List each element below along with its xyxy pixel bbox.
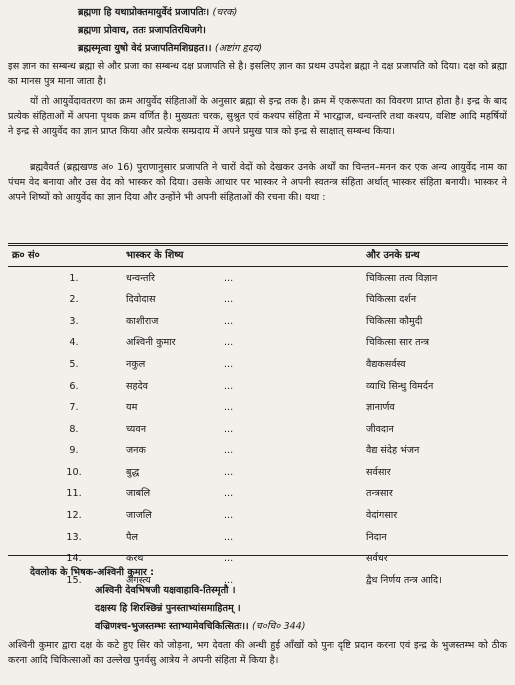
- serial-cell: 3.: [69, 315, 79, 327]
- book-cell: चिकित्सा कौमुदी: [366, 315, 423, 327]
- serial-cell: 15.: [66, 574, 82, 586]
- dots-cell: ...: [224, 423, 234, 435]
- table-row: [8, 463, 508, 485]
- verse-line: [95, 602, 241, 617]
- serial-cell: 1.: [69, 272, 79, 284]
- serial-cell: 7.: [69, 402, 79, 414]
- paragraph-2: यों तो आयुर्वेदावतरण का क्रम आयुर्वेद संहिताओं के अनुसार ब्रह्मा से इन्द्र तक है। क्रम में एकरूपता का विवरण प्राप्त होता है। इन्द्र के बाद प्रत्येक संहिताओं में अपना पृथक क्रम वर्णित है। मुख्यतः चरक, सुश्रुत एवं कश्यप संहिता में भारद्वाज, धन्वन्तरि तथा कश्यप, वशिष्ट आदि महर्षियों ने इन्द्र से आयुर्वेद का ज्ञान प्राप्त किया और प्रत्येक सम्प्रदाय में अपने प्रमुख पात्र को इन्द्र से साक्षात् सम्बन्ध किया।: [8, 96, 507, 137]
- table-row: [8, 484, 508, 506]
- serial-cell: 12.: [66, 510, 82, 522]
- table-header-row: [8, 247, 508, 268]
- table-bottom-rule: [8, 555, 508, 556]
- book-cell: सर्वधर: [366, 553, 388, 565]
- paragraph-3: ब्रह्मवैवर्त (ब्रह्मखण्ड अ० 16) पुराणानुसार प्रजापति ने चारों वेदों को देखकर उनके अर्थों का चिन्तन–मनन कर एक अन्य आयुर्वेद नाम का पंचम वेद बनाया और उस वेद को भास्कर को दिया। उसके आधार पर भास्कर ने अपनी स्वतन्त्र संहिता अर्थात् भास्कर संहिता बनायी। भास्कर ने अपने शिष्यों को आयुर्वेद का ज्ञान दिया और उन्होंने भी अपनी संहिताओं की रचना की। यथा :: [8, 162, 507, 203]
- verse-citation: (चरक): [212, 7, 238, 18]
- disciple-cell: सहदेव: [126, 380, 149, 392]
- header-disciple: भास्कर के शिष्य: [126, 250, 184, 261]
- serial-cell: 5.: [69, 358, 79, 370]
- table-row: [8, 355, 508, 377]
- book-cell: सर्वसार: [366, 466, 391, 478]
- book-cell: चिकित्सा दर्शन: [366, 294, 417, 306]
- table-row: [8, 506, 508, 528]
- dots-cell: ...: [224, 488, 234, 500]
- dots-cell: ...: [224, 466, 234, 478]
- verse-citation: (च०चि० 344): [252, 621, 306, 632]
- serial-cell: 11.: [66, 488, 82, 500]
- serial-cell: 13.: [66, 531, 82, 543]
- dots-cell: ...: [224, 531, 234, 543]
- serial-cell: 4.: [69, 337, 79, 349]
- disciple-cell: यम: [126, 402, 138, 414]
- header-book: और उनके ग्रन्थ: [366, 250, 420, 261]
- section-heading: देवलोक के भिषक-अश्विनी कुमार :: [30, 567, 155, 578]
- book-cell: वैद्यकसर्वस्व: [366, 358, 406, 370]
- book-cell: तन्त्रसार: [366, 488, 393, 500]
- disciple-cell: जाबलि: [126, 488, 151, 500]
- book-cell: चिकित्सा सार तन्त्र: [366, 337, 430, 349]
- disciple-cell: धन्वन्तरि: [126, 272, 155, 284]
- dots-cell: ...: [224, 510, 234, 522]
- verse-line: [95, 584, 236, 599]
- table-row: [8, 311, 508, 333]
- dots-cell: ...: [224, 294, 234, 306]
- table-row: [8, 419, 508, 441]
- serial-cell: 6.: [69, 380, 79, 392]
- book-cell: वेदांगसार: [366, 510, 398, 522]
- dots-cell: ...: [224, 445, 234, 457]
- book-cell: चिकित्सा तत्व विज्ञान: [366, 272, 438, 284]
- book-cell: व्याधि सिन्धु विमर्दन: [366, 380, 434, 392]
- table-row: [8, 268, 508, 290]
- verse-text: दक्षस्य हि शिरश्छिन्नं पुनस्ताभ्यांसमाहितम् ।: [95, 603, 241, 614]
- header-bottom-rule: [8, 266, 508, 267]
- table-top-rule: [8, 243, 508, 246]
- verse-line: [95, 620, 306, 635]
- disciple-cell: बुद्ध: [126, 466, 140, 478]
- book-cell: द्वैध निर्णय तन्त्र आदि।: [366, 574, 442, 586]
- verse-text: ब्रह्मणा प्रोवाच, ततः प्रजापतिरधिजगे।: [78, 25, 206, 36]
- table-row: [8, 398, 508, 420]
- dots-cell: ...: [224, 337, 234, 349]
- verse-text: ब्रह्मणा हि यथाप्रोक्तमायुर्वेदं प्रजापतिः।: [78, 7, 210, 18]
- book-cell: जीवदान: [366, 423, 394, 435]
- book-cell: निदान: [366, 531, 387, 543]
- serial-cell: 2.: [69, 294, 79, 306]
- disciple-cell: जनक: [126, 445, 146, 457]
- verse-line: [78, 42, 262, 57]
- disciples-table: [8, 247, 508, 592]
- header-serial: क्र० सं०: [12, 250, 40, 261]
- verse-text: अश्विनी देवभिषजी यक्षवाहावि-तिस्मृतौ ।: [95, 585, 236, 596]
- header-spacer: [220, 247, 362, 268]
- verse-text: वज्रिणश्च-भुजस्तम्भः स्ताभ्यामेवचिकित्सितः।।: [95, 621, 249, 632]
- serial-cell: 9.: [69, 445, 79, 457]
- book-cell: ज्ञानार्णव: [366, 402, 395, 414]
- serial-cell: 10.: [66, 466, 82, 478]
- verse-text: ब्रह्मस्मृत्वा युषो वेदं प्रजापतिमशिग्रहत।।: [78, 43, 212, 54]
- dots-cell: ...: [224, 402, 234, 414]
- disciple-cell: जाजलि: [126, 510, 152, 522]
- paragraph-1: इस ज्ञान का सम्बन्ध ब्रह्मा से और प्रजा का सम्बन्ध दक्ष प्रजापति से है। इसलिए ज्ञान का प्रथम उपदेश ब्रह्मा ने दक्ष प्रजापति को दिया। दक्ष को ब्रह्मा का मानस पुत्र माना जाता है।: [8, 61, 507, 87]
- table-row: [8, 376, 508, 398]
- disciple-cell: करथ: [126, 553, 144, 565]
- table-row: [8, 441, 508, 463]
- dots-cell: ...: [224, 380, 234, 392]
- verse-line: [78, 6, 237, 21]
- table-row: [8, 333, 508, 355]
- book-cell: वैद्य संदेह भंजन: [366, 445, 420, 457]
- disciple-cell: अगस्त्य: [126, 574, 151, 586]
- disciple-cell: काशीराज: [126, 315, 159, 327]
- serial-cell: 14.: [66, 553, 82, 565]
- verse-line: [78, 24, 206, 39]
- table-row: [8, 290, 508, 312]
- dots-cell: ...: [224, 358, 234, 370]
- disciple-cell: नकुल: [126, 358, 146, 370]
- dots-cell: ...: [224, 272, 234, 284]
- disciple-cell: पैल: [126, 531, 138, 543]
- dots-cell: ...: [224, 553, 234, 565]
- paragraph-4: अश्विनी कुमार द्वारा दक्ष के कटे हुए सिर को जोड़ना, भग देवता की अन्धी हुई आँखों को पुनः दृष्टि प्रदान करना एवं इन्द्र के भुजस्तम्भ को ठीक करना आदि चिकित्साओं का उल्लेख पुनर्वसु आत्रेय ने अपनी संहिता में किया है।: [8, 640, 507, 666]
- serial-cell: 8.: [69, 423, 79, 435]
- dots-cell: ...: [224, 315, 234, 327]
- table-row: [8, 527, 508, 549]
- dots-cell: ...: [224, 574, 234, 586]
- disciple-cell: च्यवन: [126, 423, 147, 435]
- disciple-cell: दिवोदास: [126, 294, 156, 306]
- disciple-cell: अश्विनी कुमार: [126, 337, 176, 349]
- verse-citation: (अष्टांग हृदय): [214, 43, 263, 54]
